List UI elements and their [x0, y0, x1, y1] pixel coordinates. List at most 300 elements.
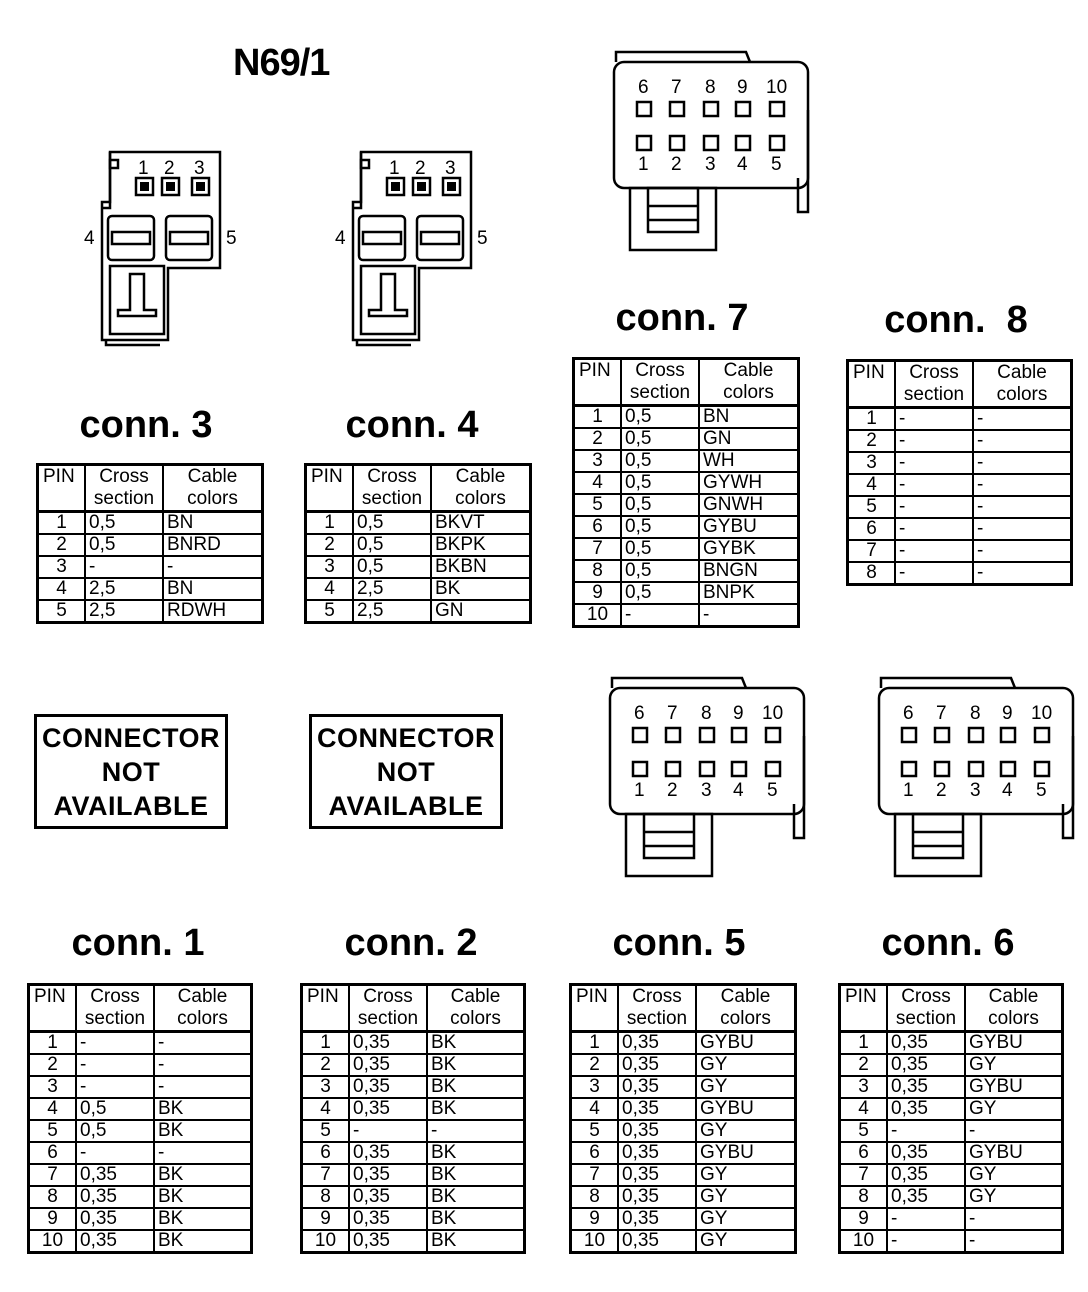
pin-socket [700, 728, 714, 742]
lock-tab [644, 814, 694, 858]
pin-socket [670, 102, 684, 116]
cross-section-cell: - [621, 604, 699, 627]
cable-color-cell: GYBU [699, 516, 799, 538]
table-row [571, 1054, 796, 1076]
pin-number-label: 3 [970, 780, 981, 801]
cable-color-cell: GNWH [699, 494, 799, 516]
table-row [571, 1164, 796, 1186]
cable-color-cell: GYBU [696, 1098, 796, 1120]
cable-header-line2: colors [187, 488, 238, 509]
table-row [848, 562, 1072, 585]
table-row [29, 1032, 252, 1055]
cross-section-cell: 0,5 [621, 538, 699, 560]
pin-socket [902, 762, 916, 776]
table-row [848, 474, 1072, 496]
cross-header-line1: Cross [99, 466, 149, 487]
pin-number-label: 2 [671, 154, 682, 175]
table-row [38, 512, 263, 535]
cable-color-cell: - [973, 518, 1072, 540]
table-row [574, 472, 799, 494]
pin-number-label: 10 [762, 703, 784, 724]
pin-socket-fill [140, 182, 149, 191]
cross-header-line2: section [357, 1008, 419, 1029]
cross-section-cell: 0,35 [349, 1186, 427, 1208]
pin-number-label: 9 [733, 703, 744, 724]
pin-number-label: 10 [1031, 703, 1053, 724]
table-row [840, 1142, 1063, 1164]
cross-section-cell: 0,35 [887, 1164, 965, 1186]
cross-section-cell: 0,35 [349, 1230, 427, 1253]
pin-cell: 7 [302, 1164, 350, 1186]
cable-header-line2: colors [988, 1008, 1039, 1029]
pin-header: PIN [29, 985, 77, 1032]
cable-color-cell: BK [427, 1186, 525, 1208]
cross-section-cell: 0,35 [618, 1098, 696, 1120]
cross-section-cell: - [76, 1054, 154, 1076]
pin-number-label: 2 [936, 780, 947, 801]
cross-section-cell: - [895, 496, 973, 518]
cross-section-cell: 2,5 [353, 600, 431, 623]
pin-cell: 4 [840, 1098, 888, 1120]
connector-4-drawing [331, 150, 501, 350]
pin-socket [637, 136, 651, 150]
page-title: N69/1 [233, 42, 330, 84]
cross-section-header [618, 985, 696, 1032]
cable-header-line1: Cable [455, 466, 506, 487]
cross-section-cell: 0,35 [887, 1032, 965, 1055]
pin-socket-fill [196, 182, 205, 191]
pin-cell: 3 [848, 452, 896, 474]
cross-section-cell: - [895, 474, 973, 496]
pin-socket [732, 728, 746, 742]
table-row [306, 556, 531, 578]
cross-section-cell: 0,35 [618, 1186, 696, 1208]
pin-cell: 5 [38, 600, 86, 623]
cross-header-line1: Cross [901, 986, 951, 1007]
cross-section-cell: 0,35 [349, 1098, 427, 1120]
pin-socket [637, 102, 651, 116]
cable-colors-header [965, 985, 1063, 1032]
table-row [38, 556, 263, 578]
table-row [302, 1208, 525, 1230]
table-row [302, 1164, 525, 1186]
pin-cell: 9 [29, 1208, 77, 1230]
table-row [29, 1098, 252, 1120]
pin-number-label: 1 [138, 158, 149, 179]
cable-color-cell: BNRD [163, 534, 263, 556]
cable-color-cell: - [973, 474, 1072, 496]
latch-marker [361, 160, 369, 168]
connector-6-drawing [877, 676, 1077, 881]
pin-number-label: 2 [667, 780, 678, 801]
cable-color-cell: GY [965, 1054, 1063, 1076]
cable-color-cell: - [973, 452, 1072, 474]
cable-color-cell: BK [427, 1208, 525, 1230]
cross-section-cell: 0,35 [618, 1164, 696, 1186]
cable-color-cell: BK [154, 1098, 252, 1120]
cross-section-cell: 0,35 [76, 1186, 154, 1208]
pin-cell: 1 [840, 1032, 888, 1055]
cross-section-cell: 0,35 [76, 1230, 154, 1253]
cable-color-cell: - [965, 1208, 1063, 1230]
pin-socket-fill [391, 182, 400, 191]
cross-section-cell: 2,5 [85, 578, 163, 600]
table-row [574, 538, 799, 560]
cross-section-cell: 0,35 [887, 1098, 965, 1120]
table-row [302, 1032, 525, 1055]
conn-3-table [36, 463, 264, 624]
cross-section-cell: 0,5 [621, 406, 699, 429]
conn-1-table [27, 983, 253, 1254]
table-row [29, 1142, 252, 1164]
cross-section-cell: 0,35 [349, 1076, 427, 1098]
pin-number-label: 3 [445, 158, 456, 179]
table-row [840, 1076, 1063, 1098]
table-row [302, 1142, 525, 1164]
cross-section-cell: 0,35 [618, 1054, 696, 1076]
cross-header-line1: Cross [635, 360, 685, 381]
pin-number-label: 8 [705, 77, 716, 98]
cross-section-cell: 0,35 [349, 1142, 427, 1164]
cross-section-cell: 0,35 [887, 1186, 965, 1208]
cable-header-line1: Cable [450, 986, 501, 1007]
cable-color-cell: - [699, 604, 799, 627]
pin-header: PIN [571, 985, 619, 1032]
pin-socket [736, 136, 750, 150]
connector-5-drawing [608, 676, 808, 881]
table-header-row [38, 465, 263, 512]
pin-cell: 2 [574, 428, 622, 450]
pin-socket [969, 728, 983, 742]
pin-socket [1001, 762, 1015, 776]
cable-colors-header [699, 359, 799, 406]
table-row [840, 1120, 1063, 1142]
cross-header-line1: Cross [367, 466, 417, 487]
pin-cell: 8 [574, 560, 622, 582]
cable-header-line2: colors [720, 1008, 771, 1029]
pin-cell: 1 [306, 512, 354, 535]
power-blade [421, 232, 459, 244]
cross-section-cell: 0,5 [621, 582, 699, 604]
pin-socket [766, 762, 780, 776]
cable-color-cell: BK [154, 1208, 252, 1230]
pin-socket [1001, 728, 1015, 742]
table-row [302, 1230, 525, 1253]
pin-number-label: 6 [903, 703, 914, 724]
pin-cell: 6 [29, 1142, 77, 1164]
pin-number-label: 5 [767, 780, 778, 801]
na-line-3: AVAILABLE [328, 790, 484, 821]
table-row [571, 1098, 796, 1120]
pin-cell: 3 [38, 556, 86, 578]
cable-colors-header [431, 465, 531, 512]
cross-section-cell: 0,35 [618, 1230, 696, 1253]
cross-header-line2: section [626, 1008, 688, 1029]
pin-cell: 3 [306, 556, 354, 578]
power-blade [363, 232, 401, 244]
table-header-row [848, 361, 1072, 408]
cable-color-cell: BN [699, 406, 799, 429]
cable-colors-header [427, 985, 525, 1032]
power-socket [166, 216, 212, 260]
connector-not-available-1 [34, 714, 228, 829]
table-row [29, 1054, 252, 1076]
cross-section-header [887, 985, 965, 1032]
cross-header-line2: section [361, 488, 423, 509]
cable-color-cell: BK [154, 1230, 252, 1253]
cable-colors-header [973, 361, 1072, 408]
cable-color-cell: - [973, 430, 1072, 452]
table-row [848, 452, 1072, 474]
table-row [571, 1142, 796, 1164]
cross-section-cell: 0,5 [621, 494, 699, 516]
table-header-row [840, 985, 1063, 1032]
pin-cell: 9 [574, 582, 622, 604]
cable-color-cell: GYBU [965, 1076, 1063, 1098]
pin-cell: 1 [571, 1032, 619, 1055]
cable-colors-header [163, 465, 263, 512]
table-row [571, 1076, 796, 1098]
table-header-row [302, 985, 525, 1032]
pin-cell: 5 [302, 1120, 350, 1142]
cross-section-cell: 0,35 [349, 1054, 427, 1076]
table-row [38, 578, 263, 600]
table-row [840, 1186, 1063, 1208]
table-row [848, 518, 1072, 540]
cross-section-cell: - [76, 1076, 154, 1098]
pin-number-label: 4 [733, 780, 744, 801]
table-row [38, 534, 263, 556]
pin-cell: 1 [38, 512, 86, 535]
table-row [302, 1186, 525, 1208]
pin-header: PIN [306, 465, 354, 512]
table-row [29, 1164, 252, 1186]
pin-cell: 10 [574, 604, 622, 627]
cross-section-cell: 0,5 [621, 450, 699, 472]
pin-socket [732, 762, 746, 776]
cross-header-line2: section [903, 384, 965, 405]
pin-cell: 10 [302, 1230, 350, 1253]
pin-number-label: 4 [84, 228, 95, 249]
cable-color-cell: - [427, 1120, 525, 1142]
connector-top-rim [612, 678, 746, 688]
pin-cell: 4 [302, 1098, 350, 1120]
pin-number-label: 4 [1002, 780, 1013, 801]
pin-cell: 5 [306, 600, 354, 623]
pin-header: PIN [840, 985, 888, 1032]
table-row [571, 1208, 796, 1230]
cross-section-cell: 0,35 [618, 1142, 696, 1164]
pin-cell: 4 [574, 472, 622, 494]
cable-color-cell: GY [696, 1054, 796, 1076]
lock-tab [648, 188, 698, 232]
table-row [848, 408, 1072, 431]
table-row [306, 600, 531, 623]
table-row [574, 494, 799, 516]
pin-number-label: 2 [164, 158, 175, 179]
cable-color-cell: BN [163, 512, 263, 535]
cross-section-cell: 0,5 [85, 534, 163, 556]
cross-section-cell: 0,5 [85, 512, 163, 535]
cross-section-cell: 0,5 [76, 1120, 154, 1142]
cross-section-cell: 0,35 [76, 1164, 154, 1186]
cross-header-line2: section [93, 488, 155, 509]
cable-color-cell: BKPK [431, 534, 531, 556]
cross-section-cell: 0,5 [353, 534, 431, 556]
cable-header-line2: colors [455, 488, 506, 509]
cross-section-cell: 0,5 [353, 556, 431, 578]
table-row [571, 1186, 796, 1208]
conn-5-title: conn. 5 [612, 922, 746, 964]
cable-color-cell: GY [696, 1186, 796, 1208]
pin-cell: 8 [302, 1186, 350, 1208]
pin-number-label: 5 [477, 228, 488, 249]
cable-header-line1: Cable [187, 466, 238, 487]
conn-1-title: conn. 1 [71, 922, 205, 964]
cross-header-line2: section [629, 382, 691, 403]
pin-cell: 6 [571, 1142, 619, 1164]
pin-cell: 4 [38, 578, 86, 600]
pin-cell: 3 [571, 1076, 619, 1098]
cross-section-cell: 0,35 [618, 1120, 696, 1142]
power-blade [112, 232, 150, 244]
cross-header-line1: Cross [90, 986, 140, 1007]
pin-cell: 10 [840, 1230, 888, 1253]
pin-cell: 6 [840, 1142, 888, 1164]
table-row [571, 1120, 796, 1142]
cable-color-cell: BK [427, 1098, 525, 1120]
pin-number-label: 9 [737, 77, 748, 98]
table-row [302, 1120, 525, 1142]
cross-section-cell: 2,5 [353, 578, 431, 600]
cable-color-cell: WH [699, 450, 799, 472]
table-header-row [571, 985, 796, 1032]
connector-side-latch [798, 110, 808, 212]
pin-number-label: 5 [226, 228, 237, 249]
cross-section-header [895, 361, 973, 408]
table-row [306, 534, 531, 556]
cable-color-cell: BKVT [431, 512, 531, 535]
table-row [848, 430, 1072, 452]
pin-cell: 5 [840, 1120, 888, 1142]
table-row [571, 1230, 796, 1253]
cable-color-cell: - [965, 1230, 1063, 1253]
table-row [571, 1032, 796, 1055]
pin-cell: 10 [571, 1230, 619, 1253]
cable-color-cell: GYBK [699, 538, 799, 560]
table-row [840, 1230, 1063, 1253]
cable-color-cell: GN [699, 428, 799, 450]
pin-number-label: 1 [389, 158, 400, 179]
pin-cell: 8 [29, 1186, 77, 1208]
pin-socket [1035, 762, 1049, 776]
conn-3-title: conn. 3 [79, 404, 213, 446]
pin-cell: 1 [848, 408, 896, 431]
pin-socket-fill [447, 182, 456, 191]
pin-cell: 4 [848, 474, 896, 496]
na-line-2: NOT [376, 756, 436, 787]
pin-socket [700, 762, 714, 776]
pin-socket-fill [417, 182, 426, 191]
cable-color-cell: GY [696, 1208, 796, 1230]
cable-color-cell: BK [154, 1120, 252, 1142]
pin-socket [666, 762, 680, 776]
cable-color-cell: BKBN [431, 556, 531, 578]
cable-color-cell: - [965, 1120, 1063, 1142]
cable-header-line1: Cable [988, 986, 1039, 1007]
pin-cell: 3 [840, 1076, 888, 1098]
connector-side-latch [1063, 736, 1073, 838]
pin-cell: 2 [306, 534, 354, 556]
conn-4-title: conn. 4 [345, 404, 479, 446]
pin-socket [770, 136, 784, 150]
pin-cell: 2 [848, 430, 896, 452]
pin-socket [633, 762, 647, 776]
cross-section-cell: 0,5 [621, 516, 699, 538]
cable-color-cell: - [154, 1054, 252, 1076]
cross-section-cell: - [85, 556, 163, 578]
cable-color-cell: GY [696, 1076, 796, 1098]
cross-section-cell: - [887, 1208, 965, 1230]
connector-3-drawing [80, 150, 250, 350]
pin-number-label: 5 [771, 154, 782, 175]
cable-color-cell: - [154, 1032, 252, 1055]
pin-cell: 1 [29, 1032, 77, 1055]
pin-number-label: 10 [766, 77, 788, 98]
pin-cell: 8 [571, 1186, 619, 1208]
table-row [574, 582, 799, 604]
cable-color-cell: GYBU [696, 1032, 796, 1055]
pin-cell: 2 [571, 1054, 619, 1076]
cable-color-cell: BK [431, 578, 531, 600]
cross-section-cell: 0,5 [621, 428, 699, 450]
pin-number-label: 4 [737, 154, 748, 175]
pin-cell: 4 [29, 1098, 77, 1120]
pin-number-label: 6 [638, 77, 649, 98]
cross-section-cell: 0,35 [618, 1208, 696, 1230]
pin-number-label: 7 [936, 703, 947, 724]
cross-section-cell: 0,35 [76, 1208, 154, 1230]
pin-cell: 3 [29, 1076, 77, 1098]
conn-6-table [838, 983, 1064, 1254]
cross-section-cell: 0,35 [349, 1164, 427, 1186]
lock-tongue [369, 274, 407, 316]
cross-section-cell: - [895, 452, 973, 474]
table-row [574, 406, 799, 429]
table-header-row [574, 359, 799, 406]
cable-header-line1: Cable [997, 362, 1047, 383]
pin-socket [670, 136, 684, 150]
table-row [574, 604, 799, 627]
cross-section-cell: - [895, 518, 973, 540]
pin-number-label: 3 [194, 158, 205, 179]
pin-number-label: 5 [1036, 780, 1047, 801]
table-row [574, 428, 799, 450]
na-line-1: CONNECTOR [316, 722, 495, 753]
cross-section-cell: 0,5 [621, 472, 699, 494]
cable-color-cell: BK [427, 1164, 525, 1186]
pin-cell: 9 [302, 1208, 350, 1230]
conn-2-title: conn. 2 [344, 922, 478, 964]
cable-header-line2: colors [723, 382, 774, 403]
cable-color-cell: GN [431, 600, 531, 623]
conn-8-table [846, 359, 1073, 586]
cross-section-cell: - [349, 1120, 427, 1142]
table-row [29, 1186, 252, 1208]
cable-colors-header [696, 985, 796, 1032]
table-row [38, 600, 263, 623]
cable-header-line2: colors [177, 1008, 228, 1029]
